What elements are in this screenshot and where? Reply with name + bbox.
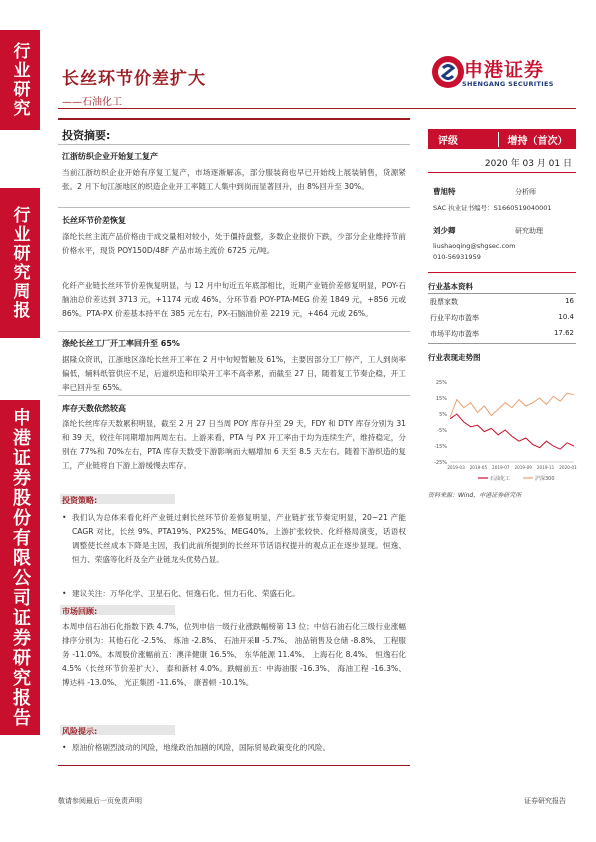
section-text: 涤纶长丝主流产品价格由于成交量相对较小，处于僵持盘整，多数企业报价下跌，少部分企业维持节前价格水平，现货 POY150D/48F 产品市场主流价 6725 元/吨。 [62, 232, 406, 255]
risk-text: • 原油价格剧烈波动的风险，地缘政治加剧的风险，国际贸易政策变化的风险。 [62, 741, 406, 755]
brand-name-en: SHENGANG SECURITIES [462, 80, 554, 88]
strategy-label: 投资策略: [62, 496, 98, 505]
divider [428, 293, 576, 294]
report-type-band: 行业研究 [0, 30, 40, 130]
row-value: 16 [565, 297, 574, 305]
analyst-role: 分析师 [515, 188, 536, 196]
assistant-email[interactable]: liushaoqing@shgsec.com [433, 242, 516, 250]
header-divider [58, 108, 576, 109]
investment-summary [58, 118, 410, 766]
divider [58, 395, 410, 396]
company-name-band: 申港证券股份有限公司证券研究报告 [0, 400, 40, 735]
assistant-phone: 010-56931959 [433, 253, 481, 261]
assistant-role: 研究助理 [515, 227, 543, 235]
x-tick-label: 2019-11 [536, 465, 555, 470]
divider [428, 343, 576, 344]
y-tick-label: 15% [435, 396, 447, 402]
x-tick-label: 2019-07 [492, 465, 510, 470]
strategy-item: • 建议关注：万华化学、卫星石化、恒逸石化、恒力石化、荣盛石化。 [62, 587, 406, 601]
section-text: 据隆众资讯，江浙地区涤纶长丝开工率在 2 月中旬短暂触及 61%，主要因部分工厂停产，工人到岗率偏低，辅料纸管供应不足，后道织造和印染开工率不高牵累，而截至 27 日，随着复工节奏企稳，开工率已回升至 65%。 [62, 355, 406, 392]
rating-value: 增持（首次） [498, 132, 576, 147]
row-value: 17.62 [553, 329, 574, 337]
market-label: 市场回顾: [62, 607, 98, 616]
chart-source: 资料来源：Wind，申港证券研究所 [428, 492, 522, 499]
rating-label: 评级 [438, 135, 458, 147]
section-heading: 江浙纺织企业开始复工复产 [62, 152, 158, 161]
divider [428, 172, 576, 173]
industry-row [430, 329, 574, 339]
report-category-band: 行业研究周报 [0, 188, 40, 338]
risk-label: 风险提示: [62, 727, 98, 736]
brand-name: 申港证券 [464, 59, 545, 81]
report-title: 长丝环节价差扩大 [62, 69, 206, 89]
industry-row [430, 313, 574, 323]
x-tick-label: 2020-01 [559, 465, 577, 470]
chart-title: 行业表现走势图 [428, 353, 481, 362]
analyst-name: 曹旭特 [433, 187, 456, 196]
row-value: 10.4 [558, 313, 574, 321]
industry-performance-chart [428, 374, 578, 486]
rating-box [428, 129, 576, 149]
footer-label: 证券研究报告 [524, 797, 566, 805]
section-text: 涤纶长丝库存天数累积明显，截至 2 月 27 日当周 POY 库存升至 29 天，FDY 和 DTY 库存分别为 31 和 39 天，较往年同期增加两周左右。上游来看，PTA 与 PX 开工率由于均为连续生产，维持稳定，分别在 77%和 70%左右，PTA 库存天数受下游影响而大幅增加 6 天至 8.5 天左右。随着下游织造的复工，产业链将自下游上游缓慢去库存。 [62, 419, 406, 470]
series-line [450, 414, 574, 449]
market-review-text: 本周申信石油石化指数下跌 4.7%，位列申信一级行业涨跌幅榜第 13 位；中信石油石化三级行业涨幅排序分别为：其他石化 -2.5%、 炼油 -2.8%、 石油开采Ⅲ -5.7%、 油品销售及仓储 -8.8%、 工程服务 -11.0%。本周股价涨幅前五：澳洋健康 16.5%、 东华能源 11.4%、 上海石化 8.4%、 恒逸石化 4.5%（长丝环节价差扩大）、 泰和新材 4.0%。跌幅前五：中海油服 -16.3%、 海油工程 -16.3%、 博达科 -13.0%、 光正集团 -11.6%、 康普顿 -10.1%。 [62, 622, 406, 687]
report-subtitle: ——石油化工 [62, 97, 122, 108]
x-tick-label: 2019-03 [447, 465, 465, 470]
y-tick-label: -15% [434, 444, 447, 450]
y-tick-label: -25% [434, 460, 447, 466]
section-heading: 涤纶长丝工厂开工率回升至 65% [62, 339, 180, 348]
row-label: 行业平均市盈率 [430, 314, 479, 322]
section-text: 化纤产业链长丝环节价差恢复明显，与 12 月中旬近五年底部相比，近期产业链价差修复明显，POY-石脑油总价差达到 3713 元，+1174 元或 46%。分环节看 POY-PTA-MEG 价差 1849 元，+856 元或 86%。PTA-PX 价差基本持平在 385 元左右，PX-石脑油价差 2219 元，+464 元或 26%。 [62, 281, 406, 318]
y-tick-label: 25% [435, 380, 447, 386]
legend-label: 石油化工 [490, 476, 511, 482]
x-tick-label: 2019-09 [514, 465, 532, 470]
section-heading: 库存天数依然较高 [62, 404, 126, 413]
divider [428, 272, 576, 273]
section-text: 当前江浙纺织企业开始有序复工复产，市场逐渐解冻，部分服装商也早已开始线上展装销售，货源紧张。2 月下旬江浙地区的织造企业开工率随工人集中到岗而显著回升，由 8%回升至 30%。 [62, 168, 406, 191]
divider [58, 144, 410, 145]
divider [58, 331, 410, 332]
industry-row [430, 297, 574, 307]
section-heading: 长丝环节价差恢复 [62, 216, 126, 225]
row-label: 股票家数 [430, 298, 458, 306]
report-date: 2020 年 03 月 01 日 [484, 159, 572, 169]
divider [58, 207, 410, 208]
assistant-name: 刘少卿 [433, 226, 456, 235]
disclaimer-note: 敬请参阅最后一页免责声明 [58, 797, 142, 805]
series-line [450, 393, 574, 417]
y-tick-label: 5% [439, 412, 447, 418]
analyst-cert: SAC 执业证书编号：S1660519040001 [433, 204, 552, 212]
y-tick-label: -5% [437, 428, 447, 434]
legend-label: 沪深300 [535, 476, 555, 482]
row-label: 市场平均市盈率 [430, 330, 479, 338]
industry-heading: 行业基本资料 [428, 282, 473, 291]
x-tick-label: 2019-05 [469, 465, 488, 470]
summary-heading: 投资摘要: [62, 129, 111, 142]
strategy-item: • 我们认为总体来看化纤产业链过剩长丝环节价差修复明显，产业链扩张节奏定明显，20~21 产能 CAGR 对比，长丝 9%、PTA19%、PX25%、MEG40%。上游扩张较快、化纤格局演变，话语权调整使长丝成本下降是主因，我们此前所提到的长丝环节话语权提升的观点正在逐步显现。恒逸、恒力、荣盛等化纤及全产业链龙头优势凸显。 [62, 511, 406, 567]
